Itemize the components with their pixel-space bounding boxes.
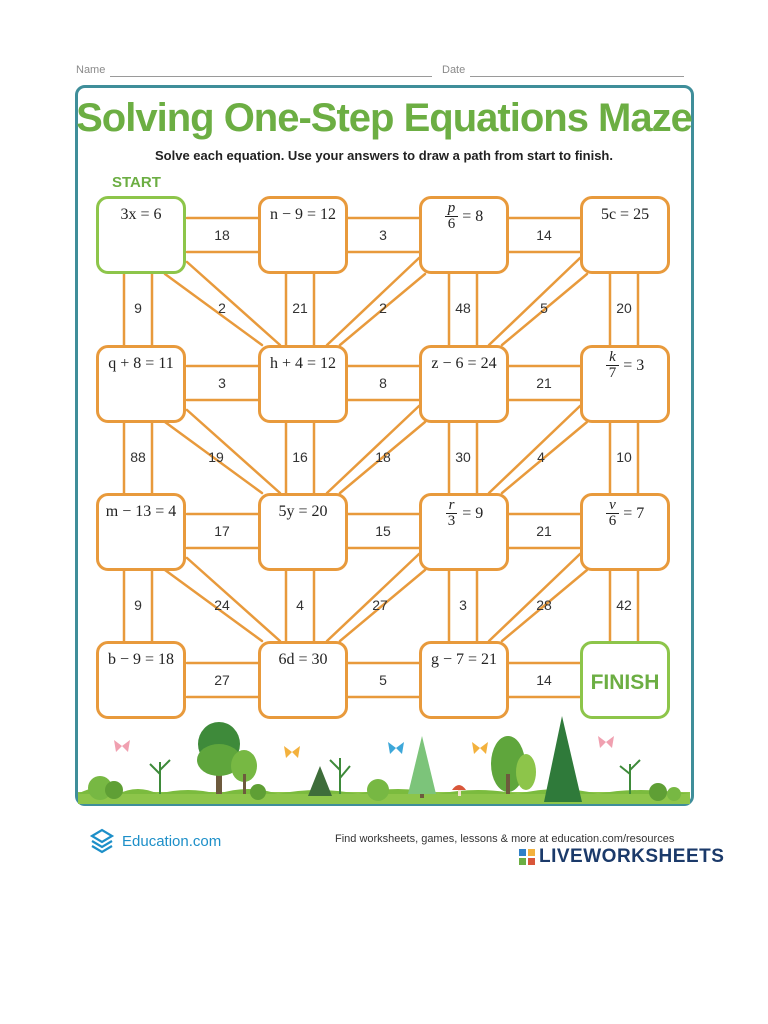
path-value[interactable]: 21	[536, 523, 552, 539]
path-value[interactable]: 48	[455, 300, 471, 316]
equation: n − 9 = 12	[269, 206, 337, 223]
path-value[interactable]: 3	[459, 597, 467, 613]
path-value[interactable]: 27	[372, 597, 388, 613]
path-value[interactable]: 20	[616, 300, 632, 316]
equation: z − 6 = 24	[431, 355, 497, 372]
path-value[interactable]: 2	[379, 300, 387, 316]
equation: m − 13 = 4	[105, 503, 177, 520]
education-brand: Education.com	[122, 832, 222, 850]
fraction-numerator: p	[445, 201, 459, 217]
path-value[interactable]: 3	[218, 375, 226, 391]
maze-cell[interactable]	[580, 493, 670, 571]
path-value[interactable]: 4	[296, 597, 304, 613]
fraction-denominator: 6	[447, 216, 456, 232]
path-value[interactable]: 3	[379, 227, 387, 243]
equation-rhs: = 3	[623, 356, 645, 374]
equation-rhs: = 9	[462, 504, 484, 522]
maze-cell[interactable]	[580, 196, 670, 274]
path-value[interactable]: 18	[214, 227, 230, 243]
maze-cell[interactable]	[96, 493, 186, 571]
path-value[interactable]: 18	[375, 449, 391, 465]
worksheet-title: Solving One-Step Equations Maze	[76, 96, 692, 140]
equation: 5c = 25	[600, 206, 650, 223]
liveworksheets-logo[interactable]	[519, 846, 724, 868]
resources-text[interactable]: Find worksheets, games, lessons & more at education.com/resources	[335, 833, 675, 845]
start-cell[interactable]	[96, 196, 186, 274]
path-value[interactable]: 5	[379, 672, 387, 688]
maze-cell[interactable]	[419, 345, 509, 423]
path-value[interactable]: 14	[536, 227, 552, 243]
equation: g − 7 = 21	[430, 651, 498, 668]
maze-cell[interactable]	[258, 345, 348, 423]
path-value[interactable]: 9	[134, 597, 142, 613]
path-value[interactable]: 27	[214, 672, 230, 688]
maze-cell[interactable]	[96, 345, 186, 423]
equation-rhs: = 8	[462, 207, 484, 225]
path-value[interactable]: 10	[616, 449, 632, 465]
equation-rhs: = 7	[623, 504, 645, 522]
equation	[422, 498, 506, 529]
fraction-denominator: 3	[447, 513, 456, 529]
fraction-numerator: k	[606, 350, 619, 366]
equation: 3x = 6	[120, 206, 162, 223]
path-value[interactable]: 24	[214, 597, 230, 613]
path-value[interactable]: 14	[536, 672, 552, 688]
maze-cell[interactable]	[580, 345, 670, 423]
path-value[interactable]: 2	[218, 300, 226, 316]
fraction-denominator: 7	[608, 365, 617, 381]
name-label: Name	[76, 64, 106, 76]
equation	[583, 498, 667, 529]
fraction-denominator: 6	[608, 513, 617, 529]
path-value[interactable]: 28	[536, 597, 552, 613]
path-value[interactable]: 19	[208, 449, 224, 465]
maze-cell[interactable]	[419, 196, 509, 274]
education-logo[interactable]	[88, 828, 221, 854]
date-label: Date	[442, 64, 466, 76]
liveworksheets-icon	[519, 849, 535, 865]
equation: 6d = 30	[278, 651, 328, 668]
education-logo-icon	[88, 828, 118, 854]
path-value[interactable]: 15	[375, 523, 391, 539]
path-value[interactable]: 5	[540, 300, 548, 316]
path-value[interactable]: 9	[134, 300, 142, 316]
path-value[interactable]: 42	[616, 597, 632, 613]
path-value[interactable]: 21	[536, 375, 552, 391]
equation	[422, 201, 506, 232]
equation: b − 9 = 18	[107, 651, 175, 668]
path-value[interactable]: 16	[292, 449, 308, 465]
worksheet-instructions: Solve each equation. Use your answers to draw a path from start to finish.	[155, 148, 613, 163]
path-value[interactable]: 30	[455, 449, 471, 465]
equation: h + 4 = 12	[269, 355, 337, 372]
liveworksheets-brand: LIVEWORKSHEETS	[539, 846, 725, 867]
equation: 5y = 20	[278, 503, 328, 520]
path-value[interactable]: 17	[214, 523, 230, 539]
path-value[interactable]: 88	[130, 449, 146, 465]
path-value[interactable]: 4	[537, 449, 545, 465]
path-value[interactable]: 21	[292, 300, 308, 316]
maze-cell[interactable]	[419, 493, 509, 571]
fraction-numerator: r	[446, 498, 458, 514]
equation: q + 8 = 11	[108, 355, 174, 372]
start-label: START	[112, 174, 161, 191]
path-value[interactable]: 8	[379, 375, 387, 391]
maze-cell[interactable]	[258, 493, 348, 571]
maze-cell[interactable]	[258, 196, 348, 274]
fraction-numerator: v	[606, 498, 619, 514]
nature-illustration	[78, 708, 690, 804]
finish-label: FINISH	[590, 671, 660, 694]
equation	[583, 350, 667, 381]
